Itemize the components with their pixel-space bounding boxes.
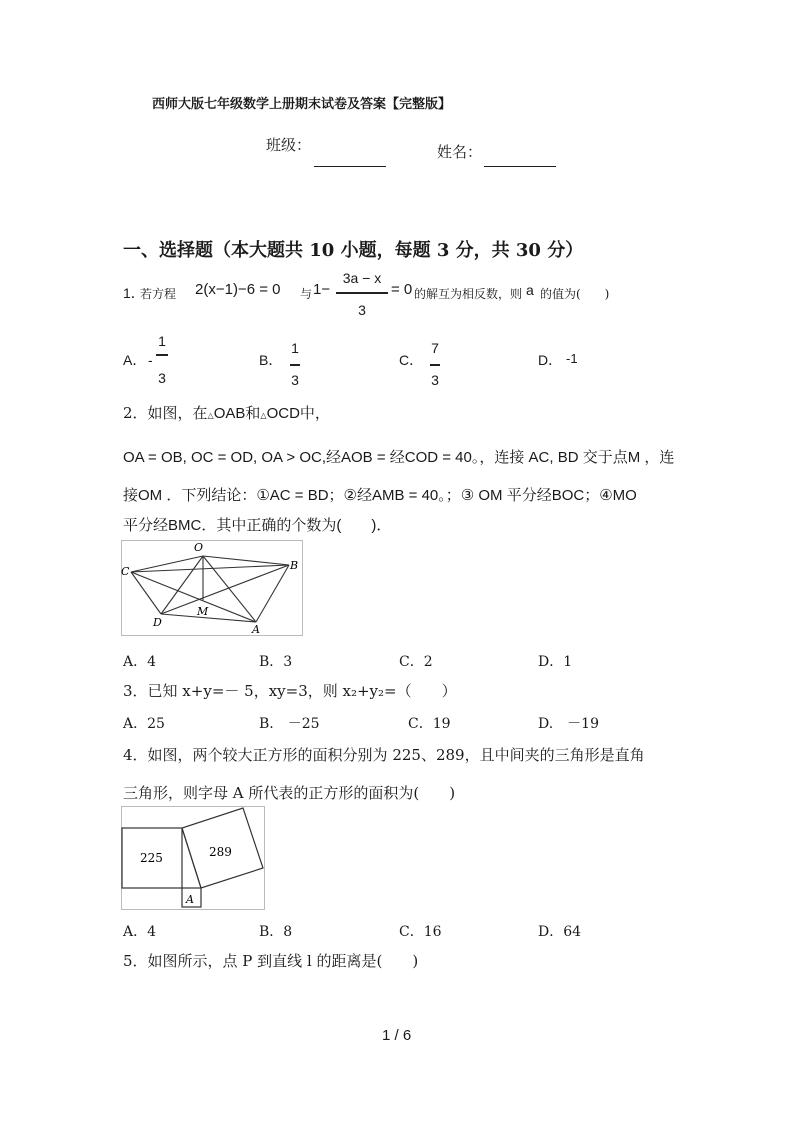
q4-option-d[interactable]: D．64 — [538, 924, 582, 940]
q1-option-b-den: 3 — [291, 372, 299, 388]
q1-option-c-label[interactable]: C． — [399, 352, 424, 368]
q1-equals-zero: = 0 — [391, 281, 413, 298]
q2-line1-a: 2．如图，在 — [123, 404, 208, 422]
fig-label-289: 289 — [209, 845, 232, 859]
q1-option-a-num: 1 — [158, 333, 166, 349]
q1-suffix: 的解互为相反数，则 — [414, 287, 523, 301]
q2-figure — [121, 540, 303, 636]
class-blank[interactable] — [314, 166, 386, 167]
fig-label-225: 225 — [140, 851, 163, 865]
q1-variable: a — [526, 282, 534, 298]
q2-option-a[interactable]: A．4 — [123, 654, 157, 670]
section-heading: 一、选择题（本大题共 10 小题，每题 3 分，共 30 分） — [123, 240, 584, 261]
fig-label-a-square: A — [186, 893, 194, 906]
q1-option-b-num: 1 — [291, 340, 299, 356]
class-label: 班级： — [266, 136, 312, 154]
q1-option-c-num: 7 — [431, 340, 439, 356]
fig-label-d: D — [153, 616, 162, 629]
q1-option-c-den: 3 — [431, 372, 439, 388]
q2-option-c[interactable]: C．2 — [399, 654, 433, 670]
name-blank[interactable] — [484, 166, 556, 167]
q1-fraction-numerator: 3a − x — [342, 270, 382, 286]
q1-option-d-value: -1 — [566, 351, 578, 366]
fig-label-a: A — [252, 623, 260, 636]
fig-label-c: C — [121, 565, 130, 578]
q2-line2: OA = OB, OC = OD, OA > OC,经AOB = 经COD = 40。，连接 AC, BD 交于点M ，连 — [123, 449, 675, 466]
q1-with: 与 — [300, 287, 313, 301]
q1-fraction-denominator: 3 — [358, 302, 366, 318]
q1-option-d-label[interactable]: D． — [538, 352, 563, 368]
q4-line1: 4．如图，两个较大正方形的面积分别为 225、289，且中间夹的三角形是直角 — [123, 746, 645, 764]
q3-text: 3．已知 x+y=－ 5，xy=3，则 x₂+y₂=（ ） — [123, 682, 457, 700]
q4-option-a[interactable]: A．4 — [123, 924, 157, 940]
fig-label-o: O — [194, 541, 204, 554]
q2-line3: 接OM ．下列结论：①AC = BD；②经AMB = 40。；③ OM 平分经BOC；④MO — [123, 487, 637, 504]
q1-option-b-bar — [290, 364, 300, 366]
q2-line1-t1: OAB — [213, 405, 246, 422]
q2-option-d[interactable]: D．1 — [538, 654, 573, 670]
q1-fraction-bar — [336, 292, 388, 294]
name-label: 姓名： — [437, 143, 483, 161]
page-number: 1 / 6 — [382, 1027, 412, 1044]
q4-figure — [121, 806, 265, 910]
q2-line1-c: 中， — [299, 404, 330, 422]
document-title: 西师大版七年级数学上册期末试卷及答案【完整版】 — [152, 97, 452, 112]
triangle-icon: △ — [207, 411, 214, 420]
q1-option-a-den: 3 — [158, 370, 166, 386]
q1-prefix: 若方程 — [140, 287, 177, 301]
q1-option-c-bar — [430, 364, 440, 366]
q2-line4: 平分经BMC．其中正确的个数为( )． — [123, 517, 392, 534]
q4-option-b[interactable]: B．8 — [259, 924, 293, 940]
q2-line1-t2: OCD — [266, 405, 300, 422]
q4-line2: 三角形，则字母 A 所代表的正方形的面积为( ) — [123, 784, 456, 802]
fig-label-m: M — [197, 605, 209, 618]
q3-option-d[interactable]: D. －19 — [538, 716, 599, 732]
q1-option-a-sign: - — [148, 352, 153, 368]
fig-label-b: B — [290, 559, 299, 572]
q1-option-a-bar — [156, 354, 168, 356]
q1-number: 1． — [123, 285, 145, 301]
q1-option-a-label[interactable]: A． — [123, 352, 147, 368]
q2-line1-b: 和 — [245, 404, 261, 422]
q4-option-c[interactable]: C．16 — [399, 924, 442, 940]
q1-suffix-2: 的值为( ) — [540, 287, 610, 301]
q3-option-b[interactable]: B. －25 — [259, 716, 320, 732]
q1-option-b-label[interactable]: B． — [259, 352, 283, 368]
q3-option-a[interactable]: A．25 — [123, 716, 165, 732]
q1-one-minus: 1− — [313, 281, 331, 298]
q1-equation-1: 2(x−1)−6 = 0 — [195, 281, 281, 298]
q5-text: 5．如图所示，点 P 到直线 l 的距离是( ) — [123, 952, 419, 970]
triangle-icon: △ — [260, 411, 267, 420]
q2-option-b[interactable]: B．3 — [259, 654, 293, 670]
q3-option-c[interactable]: C．19 — [408, 716, 451, 732]
